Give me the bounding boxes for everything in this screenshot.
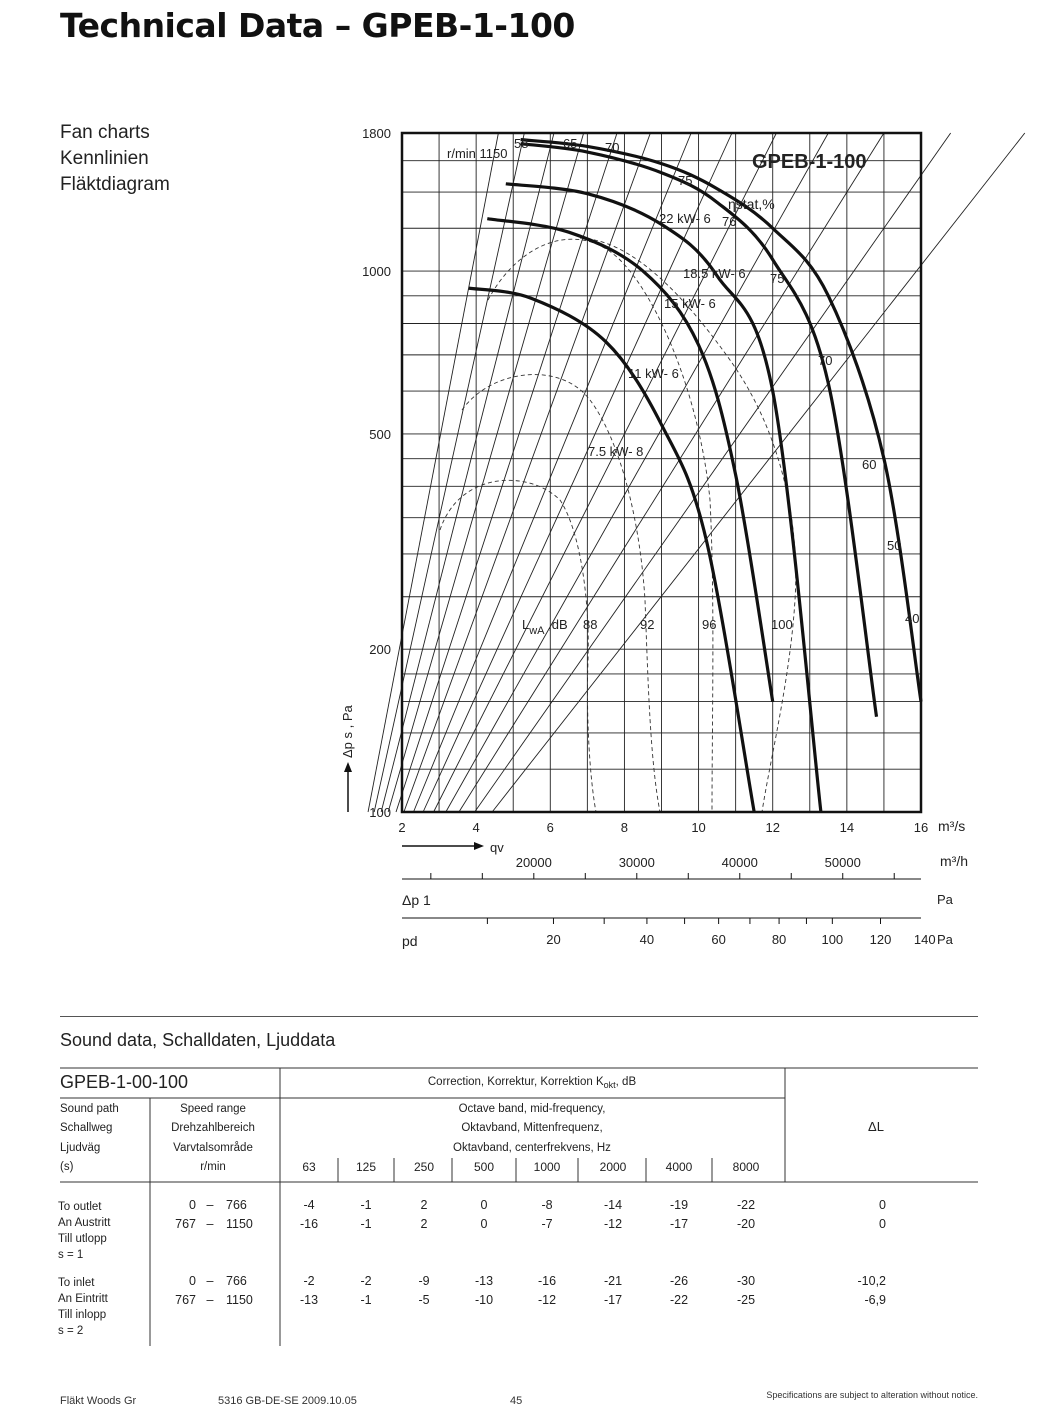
- correction-value: -4: [303, 1198, 315, 1212]
- correction-value: -9: [418, 1274, 430, 1288]
- delta-value: 0: [879, 1198, 886, 1212]
- dp1-label: Δp 1: [402, 892, 431, 908]
- motor-label: 7.5 kW- 8: [588, 444, 644, 459]
- speed-to: 766: [226, 1198, 247, 1212]
- band-header: 2000: [599, 1160, 627, 1174]
- pd-tick-label: 100: [821, 932, 844, 947]
- delta-l-header: ΔL: [868, 1119, 884, 1134]
- sound-level-label: 88: [583, 617, 598, 632]
- footer-note: Specifications are subject to alteration without notice.: [766, 1390, 978, 1400]
- footer-company: Fläkt Woods Gr: [60, 1395, 137, 1407]
- caption-en: Fan charts: [60, 122, 150, 143]
- efficiency-label: 58: [514, 136, 529, 151]
- path-label: Till utlopp: [58, 1233, 107, 1245]
- pd-tick-label: 60: [711, 932, 726, 947]
- table-model: GPEB-1-00-100: [60, 1072, 189, 1092]
- x-tick-label: 2: [398, 820, 406, 835]
- y-tick-label: 1000: [362, 264, 391, 280]
- efficiency-label: 76: [722, 214, 737, 229]
- sound-level-label: 96: [702, 617, 717, 632]
- y-axis-label: Δp s , Pa: [340, 705, 355, 758]
- efficiency-label: 75: [678, 173, 693, 188]
- path-label: An Eintritt: [58, 1293, 108, 1305]
- correction-value: -12: [537, 1293, 557, 1307]
- sound-level-label: 92: [640, 617, 655, 632]
- correction-value: -22: [669, 1293, 689, 1307]
- speed-to: 766: [226, 1274, 247, 1288]
- y-tick-label: 500: [369, 426, 391, 442]
- correction-value: -8: [541, 1198, 553, 1212]
- path-header-0: Sound path: [60, 1103, 119, 1115]
- path-header-3: (s): [60, 1161, 74, 1173]
- x-tick-label: 16: [913, 820, 929, 835]
- octave-header-0: Octave band, mid-frequency,: [458, 1103, 606, 1115]
- correction-value: 0: [480, 1217, 488, 1231]
- x-tick-label: 12: [765, 820, 780, 835]
- efficiency-label: 70: [818, 353, 833, 368]
- speed-from: 767: [175, 1293, 196, 1307]
- path-header-1: Schallweg: [60, 1122, 113, 1134]
- pd-tick-label: 140: [913, 932, 936, 947]
- band-headers: [302, 1160, 759, 1174]
- m3h-tick-label: 30000: [618, 855, 655, 870]
- correction-value: -16: [299, 1217, 319, 1231]
- speed-header-1: Drehzahlbereich: [171, 1122, 255, 1134]
- correction-value: -13: [474, 1274, 494, 1288]
- correction-value: -17: [603, 1293, 623, 1307]
- delta-value: -10,2: [857, 1274, 886, 1288]
- band-header: 500: [473, 1160, 495, 1174]
- correction-value: -1: [360, 1217, 372, 1231]
- speed-header-3: r/min: [200, 1161, 226, 1173]
- x-tick-label: 14: [839, 820, 855, 835]
- path-label: An Austritt: [58, 1217, 111, 1229]
- correction-value: -20: [736, 1217, 756, 1231]
- x-tick-label: 10: [691, 820, 706, 835]
- correction-value: -22: [736, 1198, 756, 1212]
- path-label: Till inlopp: [58, 1309, 107, 1321]
- pd-unit: Pa: [937, 932, 953, 947]
- correction-value: -12: [603, 1217, 623, 1231]
- path-label: To inlet: [58, 1277, 95, 1289]
- speed-from: 0: [189, 1274, 196, 1288]
- pd-tick-label: 120: [869, 932, 892, 947]
- motor-label: 22 kW- 6: [659, 211, 711, 226]
- band-header: 1000: [533, 1160, 561, 1174]
- speed-dash: –: [206, 1198, 214, 1212]
- motor-label: 11 kW- 6: [628, 366, 679, 381]
- path-label: s = 2: [58, 1325, 84, 1337]
- pd-tick-label: 80: [771, 932, 787, 947]
- correction-value: -1: [360, 1293, 372, 1307]
- correction-value: -14: [603, 1198, 623, 1212]
- band-header: 63: [302, 1160, 316, 1174]
- speed-to: 1150: [226, 1293, 253, 1307]
- footer: [0, 1392, 1038, 1408]
- chart-title: GPEB-1-100: [752, 151, 867, 173]
- correction-value: 0: [480, 1198, 488, 1212]
- table-body: [58, 1198, 886, 1337]
- m3h-tick-label: 40000: [721, 855, 758, 870]
- octave-header-2: Oktavband, centerfrekvens, Hz: [453, 1142, 611, 1154]
- band-header: 8000: [732, 1160, 760, 1174]
- speed-to: 1150: [226, 1217, 253, 1231]
- correction-value: -21: [603, 1274, 623, 1288]
- x-tick-label: 8: [620, 820, 629, 835]
- efficiency-label: 60: [862, 457, 877, 472]
- pd-tick-label: 20: [546, 932, 561, 947]
- dp1-unit: Pa: [937, 892, 953, 907]
- speed-dash: –: [206, 1274, 214, 1288]
- efficiency-label: 50: [887, 538, 902, 553]
- x-unit-label: m³/s: [938, 818, 966, 834]
- correction-value: -2: [303, 1274, 315, 1288]
- speed-from: 0: [189, 1198, 196, 1212]
- correction-value: 2: [420, 1217, 428, 1231]
- rpm-label: r/min 1150: [447, 146, 508, 161]
- x-tick-label: 4: [472, 820, 480, 835]
- correction-value: -30: [736, 1274, 756, 1288]
- correction-value: -17: [669, 1217, 689, 1231]
- path-label: s = 1: [58, 1249, 84, 1261]
- page-title: Technical Data – GPEB-1-100: [60, 6, 575, 45]
- band-header: 125: [355, 1160, 377, 1174]
- sound-section-title: Sound data, Schalldaten, Ljuddata: [60, 1030, 336, 1050]
- footer-page-number: 45: [510, 1395, 523, 1407]
- motor-label: 15 kW- 6: [664, 296, 716, 311]
- speed-dash: –: [206, 1217, 214, 1231]
- delta-value: -6,9: [864, 1293, 886, 1307]
- delta-value: 0: [879, 1217, 886, 1231]
- m3h-tick-label: 50000: [824, 855, 861, 870]
- sound-label: $L_{wA}$ ,dB: [522, 617, 568, 637]
- pd-tick-label: 40: [639, 932, 655, 947]
- speed-header-2: Varvtalsområde: [173, 1142, 253, 1154]
- x-tick-label: 6: [546, 820, 554, 835]
- qv-label: qv: [490, 840, 504, 855]
- correction-value: -13: [299, 1293, 319, 1307]
- motor-label: 18.5 kW- 6: [683, 266, 746, 281]
- caption-se: Fläktdiagram: [60, 174, 170, 195]
- correction-value: -10: [474, 1293, 494, 1307]
- correction-value: -7: [541, 1217, 553, 1231]
- caption-de: Kennlinien: [60, 148, 149, 169]
- m3h-unit: m³/h: [940, 853, 968, 869]
- footer-docnum: 5316 GB-DE-SE 2009.10.05: [218, 1395, 357, 1407]
- efficiency-label: 40: [905, 611, 920, 626]
- correction-value: -16: [537, 1274, 557, 1288]
- correction-value: -26: [669, 1274, 689, 1288]
- correction-value: -5: [418, 1293, 430, 1307]
- correction-value: 2: [420, 1198, 428, 1212]
- efficiency-label: 70: [605, 140, 620, 155]
- y-tick-label: 200: [369, 642, 391, 658]
- speed-header-0: Speed range: [180, 1103, 246, 1115]
- correction-value: -19: [669, 1198, 689, 1212]
- sound-level-label: 100: [771, 617, 793, 632]
- octave-header-1: Oktavband, Mittenfrequenz,: [461, 1122, 603, 1134]
- speed-dash: –: [206, 1293, 214, 1307]
- correction-value: -25: [736, 1293, 756, 1307]
- m3h-tick-label: 20000: [515, 855, 552, 870]
- efficiency-label: 75: [770, 271, 785, 286]
- correction-value: -1: [360, 1198, 372, 1212]
- path-header-2: Ljudväg: [60, 1142, 101, 1154]
- y-tick-label: 100: [369, 805, 391, 820]
- eta-label: ηstat,%: [728, 196, 775, 212]
- speed-from: 767: [175, 1217, 196, 1231]
- correction-header: Correction, Korrektur, Korrektion $K_{okt}$, dB: [427, 1076, 637, 1090]
- band-header: 250: [413, 1160, 435, 1174]
- pd-label: pd: [402, 933, 418, 949]
- path-label: To outlet: [58, 1201, 102, 1213]
- correction-value: -2: [360, 1274, 372, 1288]
- y-tick-label: 1800: [362, 126, 391, 141]
- efficiency-label: 65: [563, 136, 578, 151]
- band-header: 4000: [665, 1160, 693, 1174]
